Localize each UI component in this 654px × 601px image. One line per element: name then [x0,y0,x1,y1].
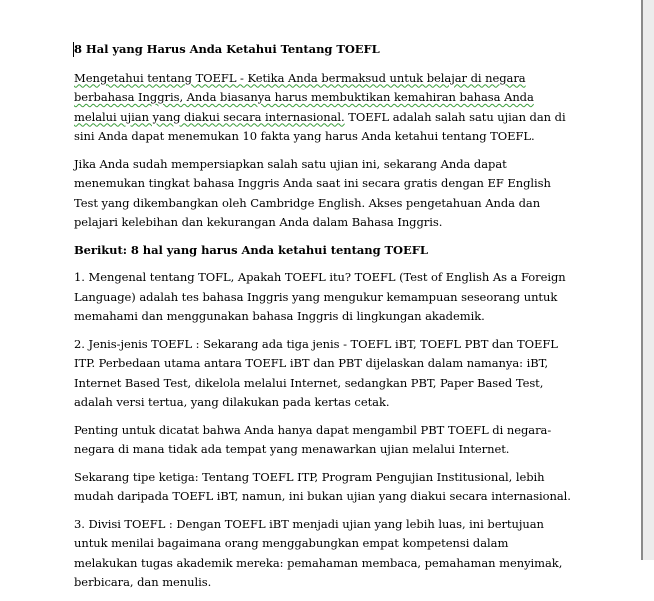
list-item-2: 2. Jenis-jenis TOEFL : Sekarang ada tiga jenis - TOEFL iBT, TOEFL PBT dan TOEFL ITP. Perbedaan utama antara TOEFL iBT dan PBT dijelaskan dalam namanya: iBT, Internet Based Test, dikelola melalui Internet, sedangkan PBT, Paper Based Test, adalah versi tertua, yang dilakukan pada kertas cetak. [74,336,558,409]
document-title [74,40,574,60]
workspace-gutter [643,0,654,560]
list-item-3: 3. Divisi TOEFL : Dengan TOEFL iBT menjadi ujian yang lebih luas, ini bertujuan untuk menilai bagaimana orang menggabungkan empat kompetensi dalam melakukan tugas akademik mereka: pemahaman membaca, pemahaman menyimak, berbicara, dan menulis. [74,516,563,589]
grammar-flagged-text[interactable]: Mengetahui tentang TOEFL - Ketika Anda bermaksud untuk belajar di negara berbahasa Inggris, Anda biasanya harus membuktikan kemahiran bahasa Anda melalui ujian yang diakui secara internasional. [74,70,534,124]
paragraph-pbt-note: Penting untuk dicatat bahwa Anda hanya dapat mengambil PBT TOEFL di negara-negara di mana tidak ada tempat yang menawarkan ujian melalui Internet. [74,422,552,456]
document-title-text: 8 Hal yang Harus Anda Ketahui Tentang TOEFL [74,42,380,56]
section-subheading: Berikut: 8 hal yang harus Anda ketahui tentang TOEFL [74,242,428,257]
intro-text: TOEFL adalah salah satu ujian dan di sini Anda dapat menemukan 10 fakta yang harus Anda ketahui tentang TOEFL. [74,109,566,143]
document-body[interactable] [74,40,574,601]
text-cursor [73,42,74,57]
paragraph-itp: Sekarang tipe ketiga: Tentang TOEFL ITP, Program Pengujian Institusional, lebih mudah daripada TOEFL iBT, namun, ini bukan ujian yang diakui secara internasional. [74,469,571,503]
paragraph-intro [74,69,574,147]
paragraph-ef-test: Jika Anda sudah mempersiapkan salah satu ujian ini, sekarang Anda dapat menemukan tingkat bahasa Inggris Anda saat ini secara gratis dengan EF English Test yang dikembangkan oleh Cambridge English. Akses pengetahuan Anda dan pelajari kelebihan dan kekurangan Anda dalam Bahasa Inggris. [74,156,551,229]
list-item-1: 1. Mengenal tentang TOFL, Apakah TOEFL itu? TOEFL (Test of English As a Foreign Language) adalah tes bahasa Inggris yang mengukur kemampuan seseorang untuk memahami dan menggunakan bahasa Inggris di lingkungan akademik. [74,270,566,323]
